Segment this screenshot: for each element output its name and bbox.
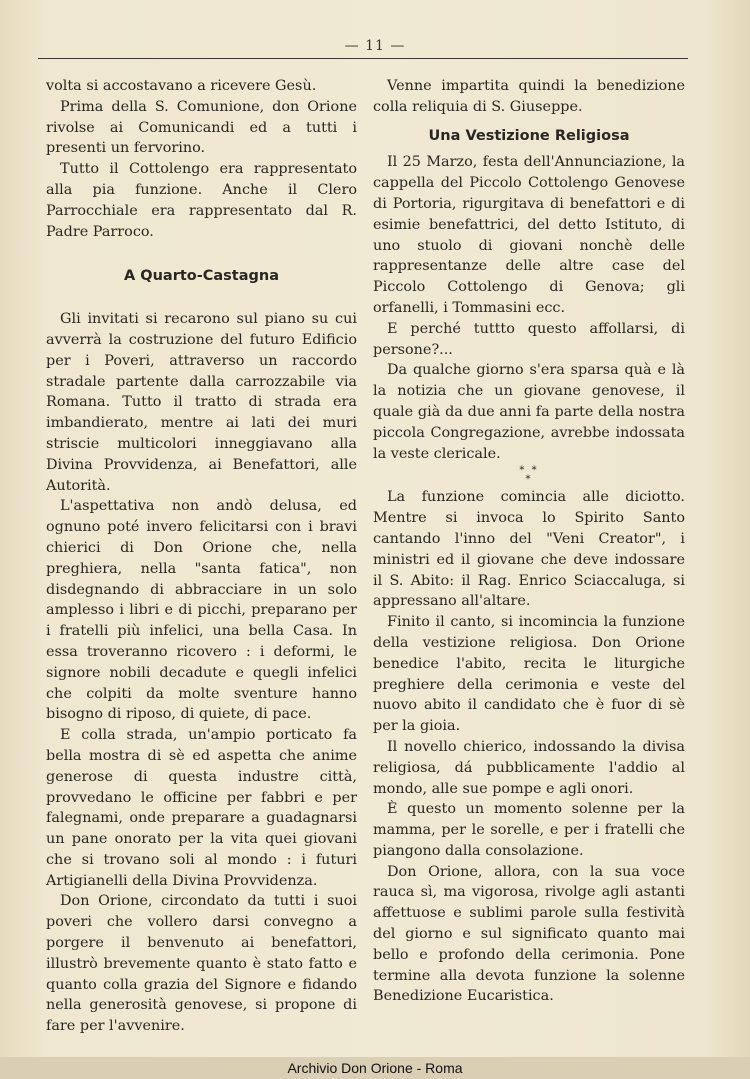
header-rule — [38, 58, 688, 59]
paragraph: Prima della S. Comunione, don Orione rivolse ai Comunicandi ed a tutti i presenti un fervorino. — [46, 98, 357, 157]
asterism-top: * * — [519, 465, 539, 477]
paragraph: volta si accostavano a ricevere Gesù. — [46, 78, 317, 94]
archive-label: Archivio Don Orione - Roma — [287, 1060, 463, 1076]
paragraph: Finito il canto, si incomincia la funzione della vestizione religiosa. Don Orione benedice l'abito, recita le liturgiche preghiere della cerimonia e veste del nuovo abito il candidato che è fuor di sè per la gioia. — [373, 614, 685, 735]
paragraph: L'aspettativa non andò delusa, ed ognuno poté invero felicitarsi con i bravi chierici di Don Orione che, nella preghiera, nella "santa fatica", non disdegnando di abbracciare in un solo amplesso i libri e di picchi, preparano per i fratelli più infelici, una bella Casa. In essa troveranno ricovero : i deformi, le signore nobili decadute e quegli infelici che colpiti da molte sventure hanno bisogno di riposo, di quiete, di pace. — [46, 498, 357, 723]
paragraph: Il novello chierico, indossando la divisa religiosa, dá pubblicamente l'addio al mondo, alle sue pompe e agli onori. — [373, 738, 685, 797]
paragraph: Da qualche giorno s'era sparsa quà e là la notizia che un giovane genovese, il quale già da due anni fa parte della nostra piccola Congregazione, avrebbe indossata la veste clericale. — [373, 362, 685, 462]
paragraph: Venne impartita quindi la benedizione colla reliquia di S. Giuseppe. — [373, 78, 685, 115]
paragraph: È questo un momento solenne per la mamma, per le sorelle, e per i fratelli che piangono dalla consolazione. — [373, 801, 685, 859]
paragraph: Don Orione, allora, con la sua voce rauca sì, ma vigorosa, rivolge agli astanti affettuose e sublimi parole sulla festività del giorno e sul significato quanto mai bello e profondo della cerimonia. Pone termine alla devota funzione la solenne Benedizione Eucaristica. — [373, 863, 685, 1005]
page-number: — 11 — — [344, 38, 406, 54]
paragraph: Don Orione, circondato da tutti i suoi poveri che vollero darsi convegno a porgere il benvenuto ai benefattori, illustrò brevemente quanto è stato fatto e quanto colla grazia del Signore e fidando nella generosità genovese, si propone di fare per l'avvenire. — [46, 893, 357, 1035]
right-column — [373, 76, 685, 1007]
asterism — [373, 466, 685, 484]
paragraph: Gli invitati si recarono sul piano su cui avverrà la costruzione del futuro Edificio per i Poveri, attraverso un raccordo stradale partente dalla carrozzabile via Romana. Tutto il tratto di strada era imbandierato, mentre ai lati dei muri striscie multicolori inneggiavano alla Divina Provvidenza, ai Benefattori, alle Autorità. — [46, 311, 357, 494]
paragraph: Tutto il Cottolengo era rappresentato alla pia funzione. Anche il Clero Parrocchiale era rappresentato dal R. Padre Parroco. — [46, 161, 357, 240]
paragraph: La funzione comincia alle diciotto. Mentre si invoca lo Spirito Santo cantando l'inno del "Veni Creator", i ministri ed il giovane che deve indossare il S. Abito: il Rag. Enrico Sciaccaluga, si appressano all'altare. — [373, 489, 685, 610]
paragraph: Il 25 Marzo, festa dell'Annunciazione, la cappella del Piccolo Cottolengo Genovese di Portoria, rigurgitava di benefattori e di esimie benefattrici, del detto Istituto, di uno stuolo di giovani nonchè delle rappresentanze delle altre case del Piccolo Cottolengo di Genova; gli orfanelli, i Tommasini ecc. — [373, 154, 685, 316]
asterism-bottom: * — [525, 474, 533, 486]
left-column — [46, 76, 357, 1037]
section-heading: A Quarto-Castagna — [123, 268, 280, 285]
archive-footer — [0, 1057, 750, 1079]
paragraph: E perché tuttto questo affollarsi, di persone?... — [373, 320, 685, 358]
paragraph: E colla strada, un'ampio porticato fa bella mostra di sè ed aspetta che anime generose di questa industre città, provvedano le officine per fabbri e per falegnami, onde preparare a guadagnarsi un pane onorato per la vita quei giovani che si trovano soli al mondo : i futuri Artigianelli della Divina Provvidenza. — [46, 727, 357, 889]
section-heading: Una Vestizione Religiosa — [428, 127, 630, 144]
